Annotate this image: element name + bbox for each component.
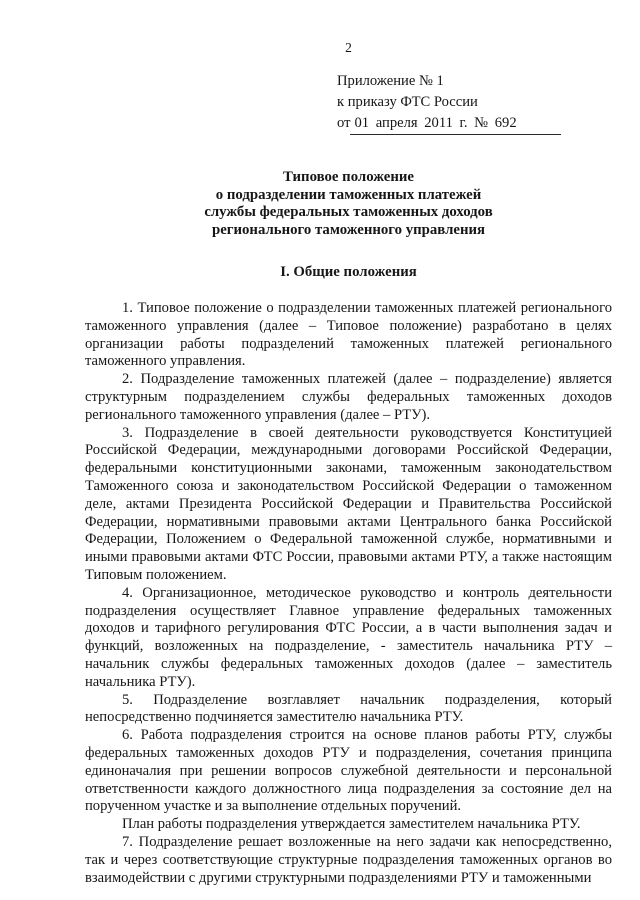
body-paragraph: 5. Подразделение возглавляет начальник подразделения, который непосредственно подчиняется заместителю начальника РТУ. (85, 691, 612, 726)
body-paragraph: 2. Подразделение таможенных платежей (далее – подразделение) является структурным подразделением службы федеральных таможенных доходов регионального таможенного управления (далее – РТУ). (85, 371, 612, 423)
body-paragraph: 1. Типовое положение о подразделении таможенных платежей регионального таможенного управления (далее – Типовое положение) разработано в целях организации работы подразделений таможенных платежей регионального таможенного управления. (85, 300, 612, 370)
order-date-number: 01 апреля 2011 г. № 692 (350, 113, 560, 135)
section-heading: I. Общие положения (280, 264, 417, 280)
document-title (0, 169, 640, 239)
appendix-line-1: Приложение № 1 (337, 73, 444, 89)
body-paragraph: План работы подразделения утверждается заместителем начальника РТУ. (122, 816, 581, 833)
date-prefix: от (337, 115, 351, 131)
body-paragraph: 3. Подразделение в своей деятельности руководствуется Конституцией Российской Федерации, международными договорами Российской Федерации, федеральными конституционными законами, таможенным законодательством Таможенного союза и законодательством Российской Федерации о таможенном деле, актами Президента Российской Федерации и Правительства Российской Федерации, нормативными правовыми актами Центрального банка Российской Федерации, Положением о Федеральной таможенной службе, нормативными и иными правовыми актами ФТС России, правовыми актами РТУ, а также настоящим Типовым положением. (85, 424, 612, 583)
document-body (0, 300, 640, 887)
title-line-3: службы федеральных таможенных доходов (204, 204, 493, 220)
appendix-line-2: к приказу ФТС России (337, 94, 478, 110)
body-paragraph: 4. Организационное, методическое руководство и контроль деятельности подразделения осуществляет Главное управление федеральных таможенных доходов и тарифного регулирования ФТС России, а в части выполнения задач и функций, возложенных на подразделение, - заместитель начальника РТУ – начальник службы федеральных таможенных доходов (далее – заместитель начальника РТУ). (85, 584, 612, 690)
title-line-4: регионального таможенного управления (211, 221, 486, 238)
appendix-block (337, 71, 640, 135)
body-paragraph: 7. Подразделение решает возложенные на него задачи как непосредственно, так и через соответствующие структурные подразделения таможенных органов во взаимодействии с другими структурными подразделениями РТУ и таможенными (85, 833, 612, 886)
title-line-2: о подразделении таможенных платежей (215, 186, 482, 203)
title-line-1: Типовое положение (283, 169, 414, 185)
body-paragraph: 6. Работа подразделения строится на основе планов работы РТУ, службы федеральных таможенных доходов РТУ и подразделения, сочетания принципа единоначалия при решении вопросов служебной деятельности и персональной ответственности каждого должностного лица подразделения за состояние дел на порученном участке и за выполнение отдельных поручений. (85, 727, 612, 815)
appendix-date-line (337, 113, 640, 135)
page-number: 2 (345, 40, 352, 55)
